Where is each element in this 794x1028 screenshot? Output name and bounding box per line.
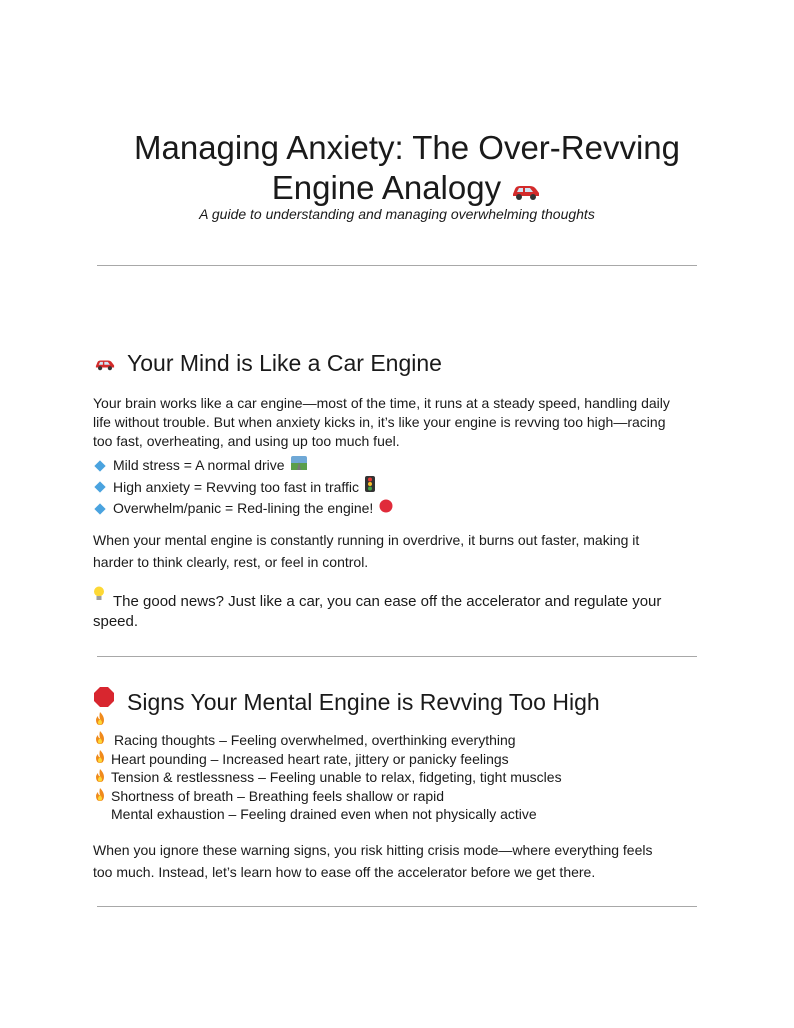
section-intro: Your brain works like a car engine—most of the time, it runs at a steady speed, handling daily life without trouble. But when anxiety kicks in, it’s like your engine is revving too high—racing too fast, overheating, and using up too much fuel. [93,395,670,449]
warning-signs-list [111,731,562,824]
title-line-1: Managing Anxiety: The Over-Revving [134,129,680,166]
fire-icon [93,787,107,803]
page-title [120,128,694,212]
blue-diamond-icon [94,460,105,471]
title-line-2: Engine Analogy [271,169,502,206]
stop-sign-icon [93,686,115,708]
fire-icon [93,730,107,746]
fire-icon [93,749,107,765]
section-heading-text: Your Mind is Like a Car Engine [127,350,442,376]
road-icon [291,455,307,476]
divider [97,265,697,266]
car-icon [510,179,542,204]
traffic-light-icon [365,476,375,498]
car-icon [93,357,117,371]
tip-callout: The good news? Just like a car, you can ease off the accelerator and regulate your speed. [93,592,693,632]
fire-icon [93,711,107,727]
list-item: Mild stress = A normal drive [93,455,393,476]
list-item: Shortness of breath – Breathing feels shallow or rapid [111,787,445,804]
red-circle-icon [379,498,393,519]
overdrive-paragraph: When your mental engine is constantly running in overdrive, it burns out faster, making it harder to think clearly, rest, or feel in control. [93,532,640,570]
blue-diamond-icon [94,481,105,492]
list-item: Racing thoughts – Feeling overwhelmed, overthinking everything [114,732,516,748]
divider [97,656,697,657]
page-subtitle: A guide to understanding and managing overwhelming thoughts [199,206,595,222]
list-item: Overwhelm/panic = Red-lining the engine! [93,498,393,519]
divider [97,906,697,907]
list-item: Mental exhaustion – Feeling drained even when not physically active [111,806,537,822]
section-heading-signs: Signs Your Mental Engine is Revving Too High [127,689,600,715]
lightbulb-icon [93,586,105,602]
list-item: High anxiety = Revving too fast in traffic [93,476,393,498]
blue-diamond-icon [94,503,105,514]
warning-paragraph: When you ignore these warning signs, you risk hitting crisis mode—where everything feels too much. Instead, let’s learn how to ease off the accelerator before we get there. [93,842,653,880]
list-item: Heart pounding – Increased heart rate, jittery or panicky feelings [111,750,509,767]
fire-icon [93,768,107,784]
section-heading-car-engine [93,350,442,377]
list-item: Tension & restlessness – Feeling unable to relax, fidgeting, tight muscles [111,769,562,785]
stress-levels-list [93,455,393,519]
